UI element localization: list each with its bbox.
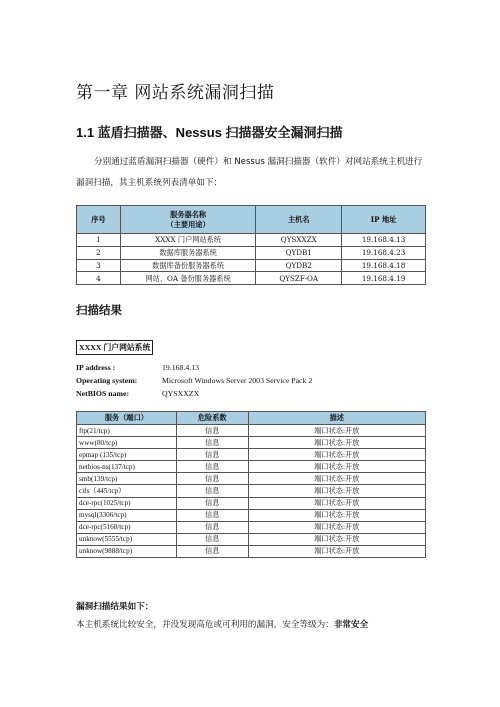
table-row <box>77 497 426 509</box>
table-row <box>77 246 426 259</box>
results-title: 扫描结果 <box>76 303 122 317</box>
port-scan-table <box>76 411 426 558</box>
cell-seq: 2 <box>77 246 121 259</box>
cell-host: QYDB2 <box>256 259 342 272</box>
cell-risk: 信息 <box>176 521 248 533</box>
conclusion-paragraph <box>76 618 368 630</box>
header-server-name <box>120 206 256 234</box>
cell-desc: 端口状态:开放 <box>248 545 425 557</box>
cell-host: QYSXXZX <box>256 234 342 247</box>
conclusion-level: 非常安全 <box>333 620 369 630</box>
cell-service: smb(139/tcp) <box>77 473 177 485</box>
cell-ip: 19.168.4.19 <box>342 272 426 285</box>
cell-risk: 信息 <box>176 509 248 521</box>
server-list-table <box>76 205 426 285</box>
cell-risk: 信息 <box>176 485 248 497</box>
cell-desc: 端口状态:开放 <box>248 497 425 509</box>
cell-service: mysql(3306/tcp) <box>77 509 177 521</box>
host-name-box: XXXX 门户网站系统 <box>76 340 153 355</box>
section-title: 1.1 蓝盾扫描器、Nessus 扫描器安全漏洞扫描 <box>76 125 343 140</box>
cell-host: QYDB1 <box>256 246 342 259</box>
cell-risk: 信息 <box>176 461 248 473</box>
cell-service: dce-rpc(5168/tcp) <box>77 521 177 533</box>
header-seq: 序号 <box>77 206 121 234</box>
cell-risk: 信息 <box>176 425 248 437</box>
cell-name: 网站、OA 备份服务器系统 <box>120 272 256 285</box>
cell-ip: 19.168.4.23 <box>342 246 426 259</box>
table-row <box>77 449 426 461</box>
cell-host: QYSZF-OA <box>256 272 342 285</box>
header-service: 服务（端口） <box>77 412 177 425</box>
header-ip: IP 地址 <box>342 206 426 234</box>
cell-service: netbios-ns(137/tcp) <box>77 461 177 473</box>
cell-service: unknow(9888/tcp) <box>77 545 177 557</box>
header-risk: 危险系数 <box>176 412 248 425</box>
cell-desc: 端口状态:开放 <box>248 437 425 449</box>
header-server-name-line1: 服务器名称 <box>170 209 207 219</box>
intro-paragraph: 分别通过蓝盾漏洞扫描器（硬件）和 Nessus 漏洞扫描器（软件）对网站系统主机进行漏洞扫描，其主机系统列表清单如下： <box>76 157 423 188</box>
chapter-title: 第一章 网站系统漏洞扫描 <box>76 83 275 103</box>
server-table-header <box>77 206 426 234</box>
cell-service: ftp(21/tcp) <box>77 425 177 437</box>
info-os-value: Microsoft Windows Server 2003 Service Pack 2 <box>162 376 313 385</box>
table-row <box>77 545 426 557</box>
cell-risk: 信息 <box>176 545 248 557</box>
info-netbios-value: QYSXXZX <box>162 389 200 398</box>
cell-risk: 信息 <box>176 473 248 485</box>
cell-ip: 19.168.4.18 <box>342 259 426 272</box>
cell-desc: 端口状态:开放 <box>248 509 425 521</box>
header-desc: 描述 <box>248 412 425 425</box>
cell-risk: 信息 <box>176 497 248 509</box>
cell-seq: 3 <box>77 259 121 272</box>
cell-risk: 信息 <box>176 437 248 449</box>
table-row <box>77 521 426 533</box>
cell-name: 数据库备份服务器系统 <box>120 259 256 272</box>
cell-seq: 1 <box>77 234 121 247</box>
cell-service: epmap (135/tcp) <box>77 449 177 461</box>
info-ip-label: IP address : <box>76 363 116 372</box>
table-row <box>77 234 426 247</box>
cell-desc: 端口状态:开放 <box>248 449 425 461</box>
cell-desc: 端口状态:开放 <box>248 473 425 485</box>
cell-seq: 4 <box>77 272 121 285</box>
cell-service: www(80/tcp) <box>77 437 177 449</box>
cell-risk: 信息 <box>176 533 248 545</box>
header-server-name-line2: （主要用途） <box>166 219 210 229</box>
cell-service: unknow(5555/tcp) <box>77 533 177 545</box>
conclusion-text: 本主机系统比较安全，并没发现高危或可利用的漏洞，安全等级为： <box>76 620 334 630</box>
cell-name: 数据库服务器系统 <box>120 246 256 259</box>
cell-desc: 端口状态:开放 <box>248 425 425 437</box>
cell-desc: 端口状态:开放 <box>248 485 425 497</box>
table-row <box>77 473 426 485</box>
port-table-header <box>77 412 426 425</box>
table-row <box>77 533 426 545</box>
cell-desc: 端口状态:开放 <box>248 461 425 473</box>
header-host: 主机名 <box>256 206 342 234</box>
cell-risk: 信息 <box>176 449 248 461</box>
info-netbios-label: NetBIOS name: <box>76 389 130 398</box>
table-row <box>77 509 426 521</box>
table-row <box>77 272 426 285</box>
table-row <box>77 437 426 449</box>
table-row <box>77 485 426 497</box>
conclusion-heading: 漏洞扫描结果如下： <box>76 602 154 612</box>
cell-name: XXXX 门户网站系统 <box>120 234 256 247</box>
cell-ip: 19.168.4.13 <box>342 234 426 247</box>
table-row <box>77 259 426 272</box>
cell-desc: 端口状态:开放 <box>248 533 425 545</box>
cell-service: dce-rpc(1025/tcp) <box>77 497 177 509</box>
info-ip-value: 19.168.4.13 <box>162 363 200 372</box>
table-row <box>77 425 426 437</box>
table-row <box>77 461 426 473</box>
info-os-label: Operating system: <box>76 376 138 385</box>
cell-service: cifs（445/tcp） <box>77 485 177 497</box>
cell-desc: 端口状态:开放 <box>248 521 425 533</box>
